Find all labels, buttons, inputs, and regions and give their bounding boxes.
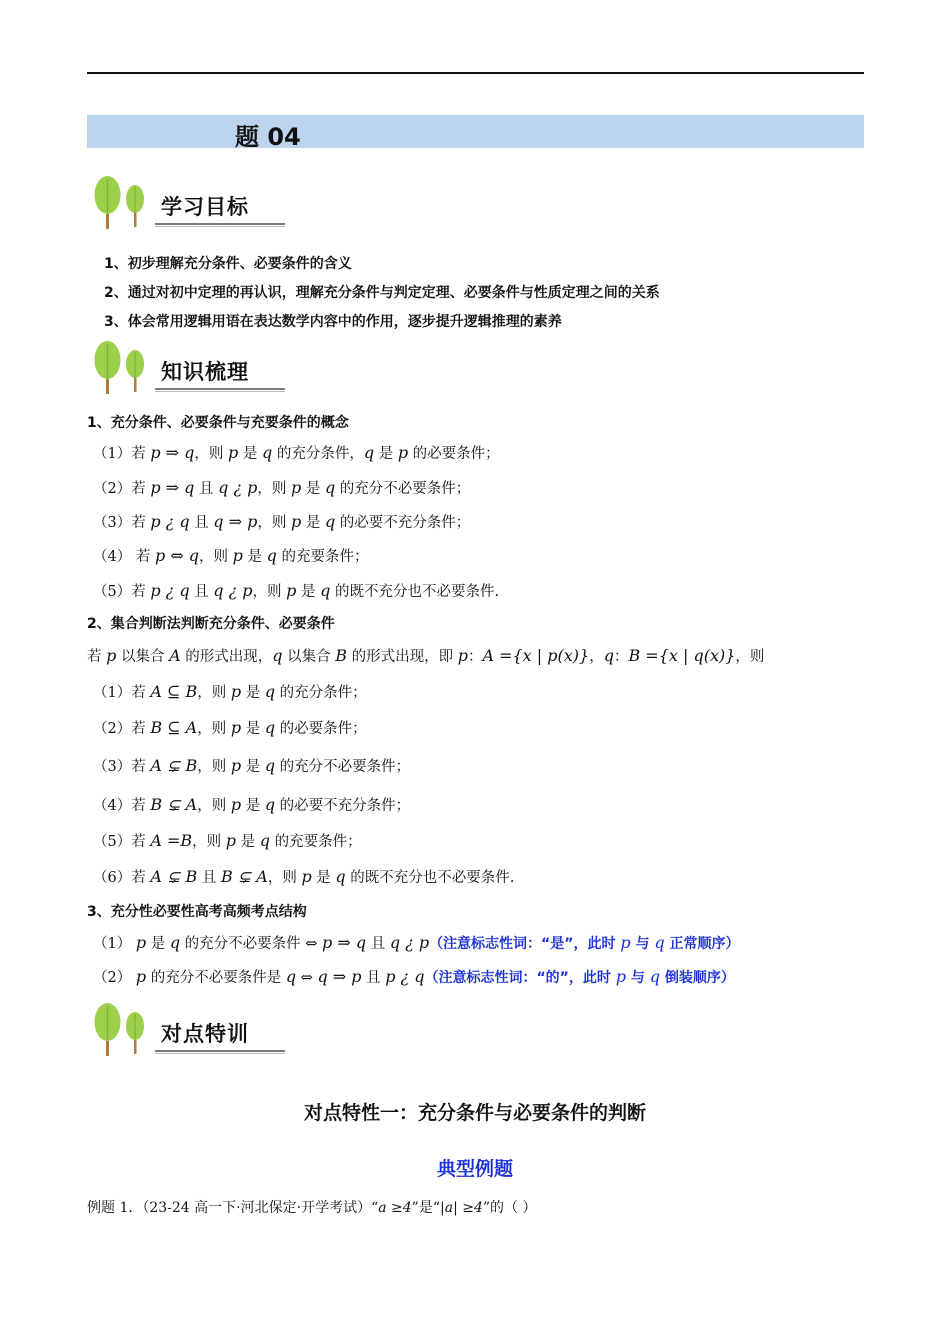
knowledge-line: （5）若 p ¿ q 且 q ¿ p，则 p 是 q 的既不充分也不必要条件.: [93, 581, 500, 600]
knowledge-line: （2） p 的充分不必要条件是 q ⇔ q ⇒ p 且 p ¿ q（注意标志性词：“的”，此时 p 与 q 倒装顺序）: [93, 967, 735, 986]
tree-icon: [93, 1002, 155, 1058]
example-heading: 典型例题: [436, 1158, 513, 1180]
knowledge-heading-3: 3、充分性必要性高考高频考点结构: [87, 904, 307, 920]
section-header-goals: [93, 175, 293, 231]
top-rule: [87, 72, 864, 74]
knowledge-line: （3）若 A ⊊ B，则 p 是 q 的充分不必要条件；: [93, 756, 411, 775]
knowledge-line: （6）若 A ⊊ B 且 B ⊊ A，则 p 是 q 的既不充分也不必要条件.: [93, 867, 515, 886]
section-underline: [155, 388, 285, 390]
knowledge-line: （3）若 p ¿ q 且 q ⇒ p，则 p 是 q 的必要不充分条件；: [93, 512, 471, 531]
goal-item: 2、通过对初中定理的再认识，理解充分条件与判定定理、必要条件与性质定理之间的关系: [104, 285, 660, 301]
section-title-goals: 学习目标: [161, 195, 249, 219]
section-underline-shadow: [155, 226, 285, 227]
example-question: 例题 1．（23-24 高一下·河北保定·开学考试）“a ≥4”是“|a| ≥4”的（ ）: [87, 1200, 537, 1216]
knowledge-line: （2）若 p ⇒ q 且 q ¿ p，则 p 是 q 的充分不必要条件；: [93, 478, 471, 497]
section-underline-shadow: [155, 1053, 285, 1054]
section-underline-shadow: [155, 391, 285, 392]
section-title-knowledge: 知识梳理: [161, 360, 249, 384]
goal-item: 1、初步理解充分条件、必要条件的含义: [104, 256, 352, 272]
knowledge-line: （4）若 B ⊊ A，则 p 是 q 的必要不充分条件；: [93, 795, 411, 814]
training-topic: 对点特性一：充分条件与必要条件的判断: [303, 1102, 646, 1124]
section-header-training: [93, 1002, 293, 1058]
knowledge-line: （4） 若 p ⇔ q，则 p 是 q 的充要条件；: [93, 546, 369, 565]
page-title: 题 04: [235, 123, 301, 151]
knowledge-heading-1: 1、充分条件、必要条件与充要条件的概念: [87, 415, 349, 431]
knowledge-line: （1）若 A ⊆ B，则 p 是 q 的充分条件；: [93, 682, 367, 701]
knowledge-line: （2）若 B ⊆ A，则 p 是 q 的必要条件；: [93, 718, 367, 737]
section-underline: [155, 223, 285, 225]
knowledge-heading-2: 2、集合判断法判断充分条件、必要条件: [87, 616, 335, 632]
section-header-knowledge: [93, 340, 293, 396]
knowledge-line: （1） p 是 q 的充分不必要条件 ⇔ p ⇒ q 且 q ¿ p（注意标志性词：“是”，此时 p 与 q 正常顺序）: [93, 933, 740, 952]
knowledge-line: （1）若 p ⇒ q，则 p 是 q 的充分条件，q 是 p 的必要条件；: [93, 443, 500, 462]
title-bar: [87, 115, 864, 151]
section-title-training: 对点特训: [161, 1022, 249, 1046]
tree-icon: [93, 340, 155, 396]
knowledge-line: 若 p 以集合 A 的形式出现，q 以集合 B 的形式出现，即 p：A ={x | p(x)}，q：B ={x | q(x)}，则: [87, 646, 765, 665]
goal-item: 3、体会常用逻辑用语在表达数学内容中的作用，逐步提升逻辑推理的素养: [104, 314, 562, 330]
tree-icon: [93, 175, 155, 231]
knowledge-line: （5）若 A =B，则 p 是 q 的充要条件；: [93, 831, 362, 850]
section-underline: [155, 1050, 285, 1052]
